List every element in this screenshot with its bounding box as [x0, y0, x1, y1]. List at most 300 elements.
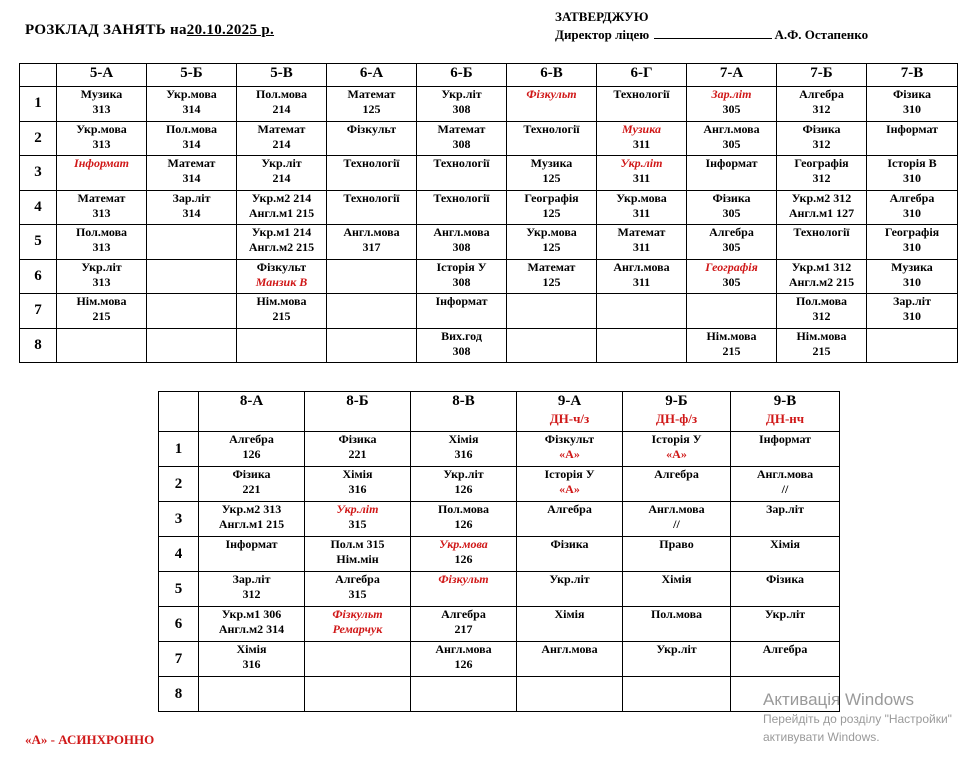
lesson-cell [777, 294, 867, 329]
lesson-cell [623, 677, 731, 712]
lesson-row [159, 467, 840, 502]
lesson-row [159, 537, 840, 572]
lesson-cell [731, 572, 840, 607]
lesson-cell [507, 294, 597, 329]
lesson-cell [57, 87, 147, 122]
approve-position: Директор ліцею [555, 27, 650, 42]
class-name: 6-А [359, 65, 384, 81]
lesson-cell [731, 432, 840, 467]
lesson-line: 221 [242, 482, 261, 496]
lesson-cell [623, 572, 731, 607]
lesson-cell [327, 328, 417, 363]
lesson-line: Музика [530, 156, 573, 170]
lesson-line: Математ [527, 259, 576, 274]
lesson-line: Алгебра [709, 225, 754, 239]
lesson-cell [147, 87, 237, 122]
lesson-number: 6 [159, 607, 199, 642]
lesson-line: Алгебра [229, 432, 274, 446]
lesson-cell [867, 87, 958, 122]
lesson-cell [517, 432, 623, 467]
class-name: 6-Б [450, 65, 473, 81]
lesson-line: Алгебра [654, 467, 699, 481]
lesson-line: Укр.літ [81, 259, 122, 274]
lesson-row [20, 87, 958, 122]
lesson-cell [327, 190, 417, 225]
lesson-room: 311 [632, 171, 651, 185]
lesson-cell [623, 607, 731, 642]
lesson-cell [731, 607, 840, 642]
lesson-cell [417, 156, 507, 191]
lesson-cell [237, 259, 327, 294]
lesson-line: Пол.мова [650, 607, 703, 621]
lesson-cell [867, 190, 958, 225]
lesson-number: 7 [20, 294, 57, 329]
lesson-cell [305, 467, 411, 502]
class-subtitle: ДН-ч/з [549, 411, 590, 426]
lesson-cell [777, 225, 867, 260]
class-name: 5-В [270, 65, 293, 81]
lesson-room: 315 [348, 517, 367, 531]
lesson-line: Хімія [770, 537, 800, 551]
lesson-line: Англ.мова [435, 642, 492, 656]
lesson-line: Англ.мова [433, 225, 490, 239]
lesson-line: Укр.літ [443, 467, 484, 481]
approve-name: А.Ф. Остапенко [774, 27, 869, 42]
class-header [417, 64, 507, 87]
lesson-cell [199, 467, 305, 502]
lesson-line: 312 [242, 587, 261, 601]
class-name: 9-А [557, 393, 582, 409]
lesson-line: Хімія [342, 467, 373, 481]
class-name: 7-В [900, 65, 924, 81]
class-name: 7-Б [810, 65, 833, 81]
lesson-cell [867, 259, 958, 294]
lesson-number: 8 [159, 677, 199, 712]
lesson-line: 310 [903, 274, 921, 289]
lesson-cell [731, 642, 840, 677]
schedule-table-5-7 [19, 63, 958, 363]
lesson-cell [411, 642, 517, 677]
lesson-line: Укр.літ [620, 156, 663, 170]
lesson-cell [597, 190, 687, 225]
lesson-line: 314 [182, 205, 201, 220]
schedule-table-8-9 [158, 391, 840, 712]
lesson-cell [731, 537, 840, 572]
lesson-cell [597, 225, 687, 260]
lesson-line: Фізика [892, 87, 932, 101]
class-header [57, 64, 147, 87]
class-header [237, 64, 327, 87]
lesson-cell [57, 121, 147, 156]
lesson-line: Інформат [885, 121, 939, 136]
lesson-line: Математ [437, 121, 486, 136]
lesson-line: Укр.м2 313 [221, 502, 282, 516]
lesson-cell [147, 259, 237, 294]
watermark-line-1: Активація Windows [763, 690, 914, 709]
lesson-cell [237, 294, 327, 329]
lesson-line: Англ.м2 314 [218, 622, 285, 636]
lesson-number: 1 [159, 432, 199, 467]
lesson-line: Історія В [887, 156, 937, 170]
lesson-cell [327, 259, 417, 294]
lesson-line: 308 [452, 343, 471, 358]
lesson-cell [199, 677, 305, 712]
lesson-cell [327, 294, 417, 329]
schedule-title [25, 22, 274, 39]
lesson-row [20, 294, 958, 329]
lesson-line: Пол.мова [165, 121, 218, 136]
lesson-room: 126 [454, 552, 473, 566]
lesson-line: Фізика [712, 190, 751, 205]
lesson-cell [305, 677, 411, 712]
lesson-line: Фізика [550, 537, 589, 551]
lesson-cell [305, 607, 411, 642]
lesson-line: 312 [812, 309, 831, 323]
class-header [147, 64, 237, 87]
lesson-line: 305 [722, 136, 741, 151]
lesson-line: Хімія [661, 572, 692, 586]
lesson-line: Пол.мова [75, 225, 128, 239]
lesson-line: 214 [272, 136, 291, 151]
lesson-number: 3 [20, 156, 57, 191]
lesson-line: 316 [242, 657, 261, 671]
lesson-line: Алгебра [762, 642, 808, 656]
lesson-line: 126 [454, 517, 473, 531]
lesson-async-mark: «А» [666, 447, 687, 461]
lesson-line: Зар.літ [711, 87, 752, 101]
windows-activation-watermark [763, 690, 952, 746]
lesson-cell [623, 642, 731, 677]
class-name: 8-Б [346, 393, 369, 409]
class-header [517, 392, 623, 432]
class-subtitle: ДН-ф/з [655, 411, 698, 426]
lesson-line: Укр.літ [764, 607, 806, 621]
lesson-number: 4 [20, 190, 57, 225]
lesson-line: 314 [182, 102, 201, 116]
lesson-cell [305, 572, 411, 607]
lesson-cell [867, 225, 958, 260]
lesson-cell [517, 642, 623, 677]
lesson-line: Англ.мова [756, 467, 814, 481]
lesson-cell [507, 225, 597, 260]
class-name: 8-А [239, 393, 264, 409]
class-subtitle: ДН-нч [765, 411, 805, 426]
lesson-cell [237, 87, 327, 122]
lesson-line: Географія [884, 225, 940, 239]
lesson-cell [305, 642, 411, 677]
lesson-cell [597, 259, 687, 294]
class-header [507, 64, 597, 87]
lesson-line: 305 [722, 205, 741, 220]
lesson-cell [777, 259, 867, 294]
lesson-line: Укр.мова [616, 190, 667, 205]
lesson-cell [517, 572, 623, 607]
lesson-row [20, 328, 958, 363]
lesson-line: Історія У [544, 467, 595, 481]
lesson-cell [687, 190, 777, 225]
lesson-line: 311 [632, 240, 651, 254]
lesson-line: Англ.мова [541, 642, 598, 656]
lesson-line: Фізика [338, 432, 377, 446]
lesson-line: 215 [92, 309, 111, 323]
lesson-cell [327, 121, 417, 156]
lesson-line: 312 [812, 171, 831, 185]
lesson-cell [327, 87, 417, 122]
lesson-line: Фізика [232, 467, 271, 481]
lesson-async-mark: «А» [559, 447, 580, 461]
lesson-line: Технології [523, 121, 580, 136]
lesson-cell [147, 190, 237, 225]
lesson-cell [57, 259, 147, 294]
lesson-line: 312 [812, 102, 831, 116]
lesson-line: Укр.літ [336, 502, 379, 516]
lesson-line: 313 [92, 102, 111, 116]
class-header [687, 64, 777, 87]
lesson-line: Укр.мова [439, 537, 488, 551]
lesson-cell [147, 225, 237, 260]
lesson-line: Вих.год [441, 328, 482, 343]
lesson-line: Інформат [705, 156, 758, 170]
lesson-line: Укр.м1 312 [791, 259, 852, 274]
lesson-cell [147, 294, 237, 329]
class-header [305, 392, 411, 432]
lesson-line: 214 [272, 102, 291, 116]
lesson-line: Укр.м2 214 [251, 190, 312, 205]
lesson-line: Англ.мова [343, 225, 400, 239]
lesson-line: 125 [542, 205, 561, 220]
lesson-cell [57, 294, 147, 329]
lesson-cell [867, 121, 958, 156]
lesson-cell [731, 502, 840, 537]
lesson-cell [517, 467, 623, 502]
lesson-row [159, 607, 840, 642]
lesson-line: 308 [452, 274, 471, 289]
lesson-line: 310 [903, 309, 921, 323]
lesson-line: Технології [433, 156, 490, 170]
lesson-cell [237, 190, 327, 225]
lesson-line: Укр.літ [261, 156, 302, 170]
lesson-line: 314 [182, 171, 201, 185]
lesson-line: Технології [613, 87, 670, 101]
lesson-row [159, 642, 840, 677]
lesson-line: Технології [793, 225, 850, 239]
lesson-cell [623, 432, 731, 467]
lesson-line: 311 [632, 274, 651, 289]
lesson-line: 125 [362, 102, 381, 116]
lesson-line: Історія У [436, 259, 487, 274]
lesson-number: 8 [20, 328, 57, 363]
lesson-line: // [781, 482, 789, 496]
lesson-cell [237, 225, 327, 260]
lesson-cell [57, 328, 147, 363]
lesson-line: Фізика [802, 121, 841, 136]
lesson-row [20, 121, 958, 156]
lesson-line: 316 [454, 447, 473, 461]
lesson-line: Інформат [74, 156, 129, 170]
lesson-cell [417, 87, 507, 122]
lesson-cell [507, 190, 597, 225]
lesson-line: Пол.мова [255, 87, 308, 101]
lesson-line: 313 [92, 240, 111, 254]
lesson-line: Інформат [758, 432, 812, 446]
lesson-line: Англ.мова [703, 121, 760, 136]
lesson-line: 310 [903, 171, 921, 185]
schedule-date: 20.10.2025 р. [186, 22, 275, 38]
lesson-cell [623, 467, 731, 502]
lesson-room: 305 [722, 102, 741, 116]
lesson-cell [517, 607, 623, 642]
lesson-line: Нім.мін [336, 552, 379, 566]
lesson-line: Укр.літ [549, 572, 590, 586]
lesson-cell [597, 121, 687, 156]
lesson-row [159, 677, 840, 712]
lesson-cell [417, 294, 507, 329]
lesson-line: Алгебра [441, 607, 486, 621]
lesson-cell [687, 294, 777, 329]
approve-title: ЗАТВЕРДЖУЮ [555, 9, 649, 24]
lesson-line: Зар.літ [232, 572, 271, 586]
lesson-async-mark: «А» [559, 482, 580, 496]
lesson-line: 312 [812, 136, 831, 151]
lesson-line: Ремарчук [332, 622, 383, 636]
lesson-line: Фізкульт [526, 87, 577, 101]
class-header [411, 392, 517, 432]
lesson-line: // [673, 517, 680, 531]
lesson-number: 1 [20, 87, 57, 122]
lesson-cell [517, 677, 623, 712]
lesson-cell [507, 328, 597, 363]
lesson-number: 6 [20, 259, 57, 294]
lesson-cell [57, 225, 147, 260]
lesson-line: Хімія [448, 432, 479, 446]
lesson-line: Фізкульт [544, 432, 595, 446]
lesson-cell [305, 537, 411, 572]
lesson-line: Математ [167, 156, 216, 170]
lesson-cell [147, 328, 237, 363]
lesson-cell [199, 607, 305, 642]
class-name: 9-Б [665, 393, 688, 409]
lesson-line: Укр.м2 312 [791, 190, 852, 205]
lesson-line: Географія [705, 259, 758, 274]
lesson-cell [867, 156, 958, 191]
lesson-cell [507, 121, 597, 156]
lesson-line: Зар.літ [893, 294, 931, 308]
lesson-line: Укр.м1 306 [221, 607, 282, 621]
lesson-cell [411, 607, 517, 642]
lesson-cell [777, 190, 867, 225]
lesson-room: 311 [632, 136, 651, 151]
lesson-room: 305 [722, 274, 741, 289]
lesson-cell [687, 328, 777, 363]
lesson-cell [777, 87, 867, 122]
lesson-line: Алгебра [547, 502, 592, 516]
lesson-line: Алгебра [335, 572, 380, 586]
lesson-cell [199, 502, 305, 537]
lesson-line: Пол.мова [437, 502, 490, 516]
class-name: 6-В [540, 65, 563, 81]
lesson-line: Англ.мова [648, 502, 705, 516]
lesson-line: Хімія [554, 607, 585, 621]
lesson-cell [411, 502, 517, 537]
lesson-line: Математ [347, 87, 396, 101]
lesson-number: 3 [159, 502, 199, 537]
lesson-number: 5 [20, 225, 57, 260]
lesson-line: Нім.мова [796, 328, 847, 343]
lesson-cell [417, 121, 507, 156]
lesson-line: 221 [348, 447, 367, 461]
lesson-row [159, 572, 840, 607]
lesson-line: Англ.м1 215 [248, 205, 315, 220]
class-header [777, 64, 867, 87]
lesson-cell [417, 328, 507, 363]
lesson-cell [305, 432, 411, 467]
lesson-line: Англ.мова [613, 259, 670, 274]
lesson-cell [517, 502, 623, 537]
lesson-cell [199, 537, 305, 572]
lesson-number: 2 [20, 121, 57, 156]
lesson-row [20, 225, 958, 260]
lesson-line: 215 [272, 309, 291, 323]
lesson-line: 125 [542, 274, 561, 289]
lesson-line: Укр.літ [441, 87, 482, 101]
lesson-number: 2 [159, 467, 199, 502]
lesson-line: 310 [903, 102, 921, 116]
lesson-line: Музика [891, 259, 933, 274]
lesson-line: 305 [722, 240, 741, 254]
lesson-line: 214 [272, 171, 291, 185]
lesson-teacher: Манзик В [255, 274, 308, 289]
class-name: 6-Г [630, 65, 653, 81]
lesson-line: Математ [257, 121, 306, 136]
lesson-row [20, 190, 958, 225]
lesson-cell [411, 572, 517, 607]
lesson-cell [867, 328, 958, 363]
lesson-line: 308 [452, 102, 471, 116]
corner-cell [20, 64, 57, 87]
lesson-line: Інформат [435, 294, 488, 308]
lesson-cell [147, 121, 237, 156]
lesson-cell [507, 259, 597, 294]
class-header [327, 64, 417, 87]
lesson-cell [57, 190, 147, 225]
lesson-line: 311 [632, 205, 651, 220]
lesson-line: 310 [903, 240, 921, 254]
lesson-line: 310 [903, 205, 921, 220]
lesson-row [159, 432, 840, 467]
lesson-cell [597, 328, 687, 363]
lesson-line: Укр.мова [166, 87, 217, 101]
lesson-line: 126 [454, 482, 473, 496]
class-name: 8-В [452, 393, 475, 409]
lesson-cell [623, 502, 731, 537]
lesson-cell [147, 156, 237, 191]
lesson-cell [237, 156, 327, 191]
lesson-number: 5 [159, 572, 199, 607]
watermark-line-3: активувати Windows. [763, 730, 880, 744]
lesson-cell [417, 259, 507, 294]
lesson-cell [597, 294, 687, 329]
lesson-line: Нім.мова [256, 294, 307, 308]
lesson-line: 313 [92, 205, 111, 220]
lesson-cell [411, 432, 517, 467]
lesson-cell [411, 677, 517, 712]
lesson-cell [327, 156, 417, 191]
lesson-line: Зар.літ [766, 502, 804, 516]
lesson-cell [687, 225, 777, 260]
lesson-line: 215 [722, 343, 741, 358]
lesson-line: Музика [622, 121, 661, 136]
lesson-line: Нім.мова [706, 328, 757, 343]
